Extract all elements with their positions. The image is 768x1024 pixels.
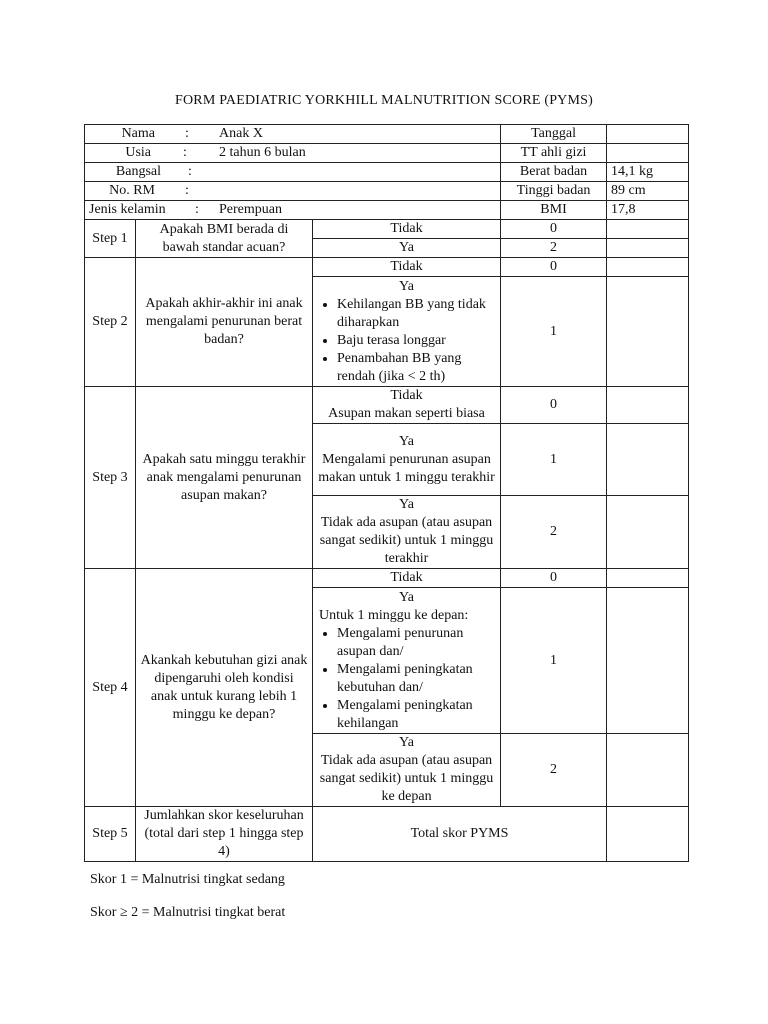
- info-sep: :: [188, 164, 192, 179]
- score-entry-cell[interactable]: [607, 258, 689, 277]
- info-cell: [85, 201, 501, 220]
- score-entry-cell[interactable]: [607, 496, 689, 569]
- answer-text: Tidak ada asupan (atau asupan sangat sedikit) untuk 1 minggu ke depan: [319, 753, 494, 804]
- answer-score: 0: [501, 258, 607, 277]
- info-right-value: 17,8: [607, 201, 689, 220]
- step-question: Apakah satu minggu terakhir anak mengalami penurunan asupan makan?: [136, 387, 313, 569]
- info-row-usia: [85, 144, 689, 163]
- answer-head: Ya: [399, 497, 414, 512]
- answer-score: 0: [501, 387, 607, 424]
- info-cell: [85, 125, 501, 144]
- answer-text: Asupan makan seperti biasa: [328, 406, 485, 421]
- score-entry-cell[interactable]: [607, 424, 689, 496]
- answer-head: Ya: [399, 735, 414, 750]
- answer-head: Ya: [399, 278, 414, 294]
- info-right-value: 14,1 kg: [607, 163, 689, 182]
- score-entry-cell[interactable]: [607, 387, 689, 424]
- info-right-label: Berat badan: [501, 163, 607, 182]
- step2-row: [85, 258, 689, 277]
- info-row-jenis-kelamin: [85, 201, 689, 220]
- answer-option: [313, 734, 501, 807]
- info-right-label: Tinggi badan: [501, 182, 607, 201]
- answer-head: Ya: [399, 433, 414, 449]
- score-entry-cell[interactable]: [607, 277, 689, 387]
- answer-option: [313, 424, 501, 496]
- step-label: Step 1: [85, 220, 136, 258]
- info-cell: [85, 182, 501, 201]
- answer-score: 2: [501, 239, 607, 258]
- bullet-item: • Mengalami peningkatan kehilangan: [337, 697, 496, 733]
- answer-intro: Untuk 1 minggu ke depan:: [319, 607, 469, 623]
- bullet-item: • Mengalami peningkatan kebutuhan dan/: [337, 661, 496, 697]
- info-sep: :: [195, 202, 199, 217]
- score-entry-cell[interactable]: [607, 569, 689, 588]
- answer-bullet-list: [317, 625, 496, 733]
- info-right-label: TT ahli gizi: [501, 144, 607, 163]
- answer-score: 0: [501, 569, 607, 588]
- info-right-value: 89 cm: [607, 182, 689, 201]
- step3-row: [85, 387, 689, 424]
- step1-row: [85, 220, 689, 239]
- answer-option: Tidak: [313, 569, 501, 588]
- info-label: Nama: [121, 126, 155, 141]
- info-right-value: [607, 125, 689, 144]
- answer-score: 2: [501, 734, 607, 807]
- score-note-moderate: Skor 1 = Malnutrisi tingkat sedang: [90, 872, 285, 887]
- answer-text: Mengalami penurunan asupan makan untuk 1 minggu terakhir: [318, 451, 495, 485]
- answer-score: 1: [501, 424, 607, 496]
- info-sep: :: [185, 126, 189, 141]
- answer-text: Tidak ada asupan (atau asupan sangat sedikit) untuk 1 minggu terakhir: [319, 515, 494, 566]
- answer-head: Tidak: [390, 388, 423, 403]
- bullet-item: • Mengalami penurunan asupan dan/: [337, 625, 496, 661]
- score-entry-cell[interactable]: [607, 220, 689, 239]
- info-row-nama: [85, 125, 689, 144]
- info-value: 2 tahun 6 bulan: [219, 145, 306, 160]
- total-score-entry-cell[interactable]: [607, 807, 689, 862]
- info-cell: [85, 144, 501, 163]
- answer-score: 1: [501, 277, 607, 387]
- info-right-label: Tanggal: [501, 125, 607, 144]
- info-label: Jenis kelamin: [89, 202, 166, 217]
- answer-option: Tidak: [313, 220, 501, 239]
- info-cell: [85, 163, 501, 182]
- info-row-bangsal: [85, 163, 689, 182]
- step-label: Step 5: [85, 807, 136, 862]
- info-right-value: [607, 144, 689, 163]
- info-sep: :: [183, 145, 187, 160]
- info-value: Perempuan: [219, 202, 282, 217]
- answer-score: 0: [501, 220, 607, 239]
- info-row-norm: [85, 182, 689, 201]
- answer-score: 2: [501, 496, 607, 569]
- score-note-severe: Skor ≥ 2 = Malnutrisi tingkat berat: [90, 905, 286, 920]
- step-question: Apakah BMI berada di bawah standar acuan?: [136, 220, 313, 258]
- bullet-item: • Baju terasa longgar: [337, 332, 496, 350]
- step-question: Apakah akhir-akhir ini anak mengalami penurunan berat badan?: [136, 258, 313, 387]
- answer-bullet-list: [317, 296, 496, 386]
- info-sep: :: [185, 183, 189, 198]
- step4-row: [85, 569, 689, 588]
- bullet-item: • Penambahan BB yang rendah (jika < 2 th): [337, 350, 496, 386]
- info-label: Usia: [125, 145, 151, 160]
- step-label: Step 4: [85, 569, 136, 807]
- step-label: Step 3: [85, 387, 136, 569]
- answer-option: [313, 496, 501, 569]
- score-entry-cell[interactable]: [607, 734, 689, 807]
- info-label: Bangsal: [115, 164, 161, 179]
- answer-option: [313, 588, 501, 734]
- bullet-item: • Kehilangan BB yang tidak diharapkan: [337, 296, 496, 332]
- step5-row: [85, 807, 689, 862]
- answer-option: [313, 277, 501, 387]
- answer-option: Tidak: [313, 258, 501, 277]
- step-question: Jumlahkan skor keseluruhan (total dari step 1 hingga step 4): [136, 807, 313, 862]
- info-label: No. RM: [109, 183, 155, 198]
- score-entry-cell[interactable]: [607, 588, 689, 734]
- step-label: Step 2: [85, 258, 136, 387]
- step-question: Akankah kebutuhan gizi anak dipengaruhi oleh kondisi anak untuk kurang lebih 1 minggu ke depan?: [136, 569, 313, 807]
- score-entry-cell[interactable]: [607, 239, 689, 258]
- answer-option: Ya: [313, 239, 501, 258]
- answer-head: Ya: [399, 589, 414, 605]
- answer-option: [313, 387, 501, 424]
- total-score-label: Total skor PYMS: [313, 807, 607, 862]
- info-right-label: BMI: [501, 201, 607, 220]
- answer-score: 1: [501, 588, 607, 734]
- pyms-form-table: [84, 124, 689, 862]
- form-title: FORM PAEDIATRIC YORKHILL MALNUTRITION SCORE (PYMS): [175, 93, 593, 108]
- info-value: Anak X: [219, 126, 263, 141]
